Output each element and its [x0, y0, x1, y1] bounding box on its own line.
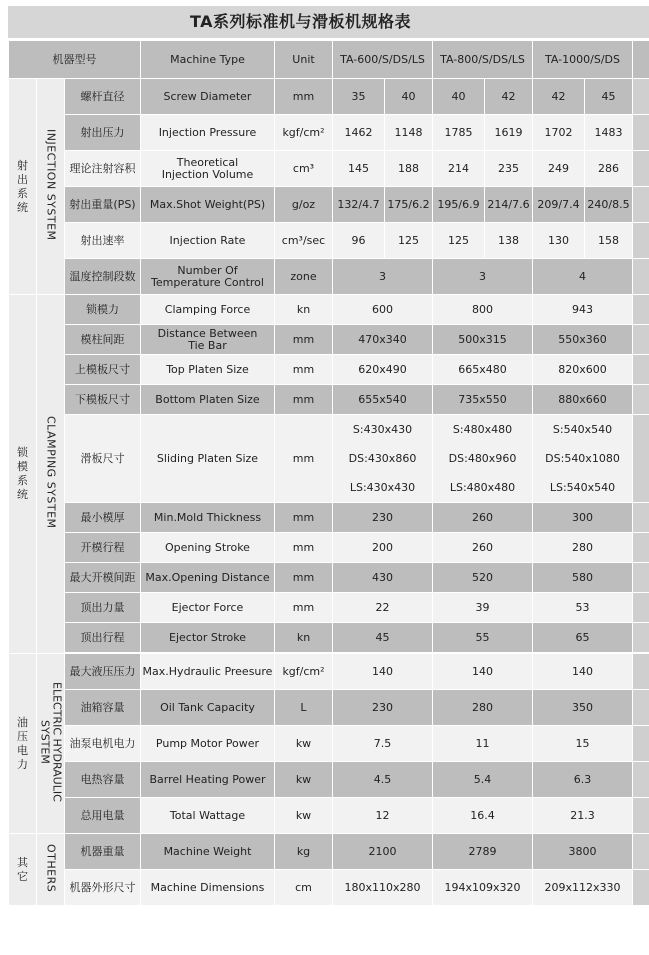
row-label-zh: 模柱间距: [65, 325, 141, 355]
table-edge: [633, 870, 649, 906]
row-label-en: Theoretical Injection Volume: [141, 151, 275, 187]
table-edge: [633, 115, 649, 151]
unit-label: Unit: [275, 41, 333, 79]
row-label-en: Oil Tank Capacity: [141, 690, 275, 726]
cell-value: 214: [433, 151, 485, 187]
group-others-zh: 其它: [9, 834, 37, 906]
row-label-zh: 温度控制段数: [65, 259, 141, 295]
header-row: [9, 41, 649, 79]
cell-value: 209/7.4: [533, 187, 585, 223]
cell-value: 3800: [533, 834, 633, 870]
row-label-zh: 机器外形尺寸: [65, 870, 141, 906]
cell-value: 943: [533, 295, 633, 325]
cell-value: 600: [333, 295, 433, 325]
row-label-zh: 射出压力: [65, 115, 141, 151]
group-injection-en: INJECTION SYSTEM: [37, 79, 65, 295]
row-label-zh: 上模板尺寸: [65, 355, 141, 385]
table-row: [9, 563, 649, 593]
table-row: [9, 187, 649, 223]
cell-value: 230: [333, 690, 433, 726]
cell-value: 194x109x320: [433, 870, 533, 906]
row-unit: mm: [275, 563, 333, 593]
cell-value: 200: [333, 533, 433, 563]
row-label-zh: 射出重量(PS): [65, 187, 141, 223]
table-edge: [633, 690, 649, 726]
cell-value: 188: [385, 151, 433, 187]
row-unit: kg: [275, 834, 333, 870]
row-unit: kw: [275, 726, 333, 762]
cell-value: 65: [533, 623, 633, 653]
row-label-en: Clamping Force: [141, 295, 275, 325]
table-row: [9, 355, 649, 385]
table-row: [9, 623, 649, 653]
table-row: [9, 834, 649, 870]
cell-value: 175/6.2: [385, 187, 433, 223]
cell-value: S:480x480 DS:480x960 LS:480x480: [433, 415, 533, 503]
model-zh-label: 机器型号: [9, 41, 141, 79]
cell-value: 39: [433, 593, 533, 623]
cell-value: 735x550: [433, 385, 533, 415]
table-edge: [633, 654, 649, 690]
table-row: [9, 533, 649, 563]
table-row: [9, 762, 649, 798]
cell-value: 800: [433, 295, 533, 325]
cell-value: 260: [433, 503, 533, 533]
cell-value: 140: [533, 654, 633, 690]
row-label-zh: 顶出力量: [65, 593, 141, 623]
cell-value: 12: [333, 798, 433, 834]
cell-value: 249: [533, 151, 585, 187]
table-edge: [633, 151, 649, 187]
group-clamping-zh: 锁模系统: [9, 295, 37, 654]
cell-value: 580: [533, 563, 633, 593]
table-row: [9, 79, 649, 115]
row-label-en: Distance Between Tie Bar: [141, 325, 275, 355]
row-unit: kw: [275, 762, 333, 798]
cell-value: 7.5: [333, 726, 433, 762]
cell-value: 195/6.9: [433, 187, 485, 223]
cell-value: 2789: [433, 834, 533, 870]
row-label-zh: 油泵电机电力: [65, 726, 141, 762]
row-unit: mm: [275, 593, 333, 623]
cell-value: 235: [485, 151, 533, 187]
cell-value: 42: [533, 79, 585, 115]
cell-value: 820x600: [533, 355, 633, 385]
row-label-zh: 螺杆直径: [65, 79, 141, 115]
cell-value: 620x490: [333, 355, 433, 385]
row-unit: cm: [275, 870, 333, 906]
table-row: [9, 325, 649, 355]
row-unit: mm: [275, 503, 333, 533]
table-row: [9, 295, 649, 325]
table-edge: [633, 385, 649, 415]
model-header: TA-800/S/DS/LS: [433, 41, 533, 79]
table-row: [9, 115, 649, 151]
cell-value: 130: [533, 223, 585, 259]
cell-value: 16.4: [433, 798, 533, 834]
cell-value: 22: [333, 593, 433, 623]
row-label-en: Opening Stroke: [141, 533, 275, 563]
cell-value: 1148: [385, 115, 433, 151]
table-edge: [633, 623, 649, 653]
cell-value: 125: [385, 223, 433, 259]
row-label-en: Number Of Temperature Control: [141, 259, 275, 295]
row-label-zh: 总用电量: [65, 798, 141, 834]
cell-value: 145: [333, 151, 385, 187]
cell-value: 350: [533, 690, 633, 726]
cell-value: 21.3: [533, 798, 633, 834]
row-label-en: Barrel Heating Power: [141, 762, 275, 798]
row-unit: mm: [275, 385, 333, 415]
cell-value: 214/7.6: [485, 187, 533, 223]
cell-value: 500x315: [433, 325, 533, 355]
table-row: [9, 385, 649, 415]
row-label-zh: 最大开模间距: [65, 563, 141, 593]
cell-value: 230: [333, 503, 433, 533]
row-label-en: Injection Pressure: [141, 115, 275, 151]
cell-value: 3: [333, 259, 433, 295]
cell-value: 45: [333, 623, 433, 653]
cell-value: 880x660: [533, 385, 633, 415]
row-unit: kgf/cm²: [275, 654, 333, 690]
cell-value: 520: [433, 563, 533, 593]
cell-value: 42: [485, 79, 533, 115]
group-others-en: OTHERS: [37, 834, 65, 906]
table-row: [9, 151, 649, 187]
page-title: TA系列标准机与滑板机规格表: [8, 6, 649, 38]
table-row: [9, 726, 649, 762]
table-edge: [633, 259, 649, 295]
row-label-en: Total Wattage: [141, 798, 275, 834]
cell-value: 4: [533, 259, 633, 295]
row-unit: mm: [275, 79, 333, 115]
cell-value: 40: [433, 79, 485, 115]
row-unit: L: [275, 690, 333, 726]
cell-value: 140: [433, 654, 533, 690]
table-row: [9, 690, 649, 726]
row-label-zh: 电热容量: [65, 762, 141, 798]
row-unit: cm³: [275, 151, 333, 187]
cell-value: 655x540: [333, 385, 433, 415]
cell-value: 1785: [433, 115, 485, 151]
cell-value: 132/4.7: [333, 187, 385, 223]
cell-value: 35: [333, 79, 385, 115]
row-label-en: Screw Diameter: [141, 79, 275, 115]
row-unit: kw: [275, 798, 333, 834]
cell-value: 470x340: [333, 325, 433, 355]
cell-value: 300: [533, 503, 633, 533]
table-edge: [633, 79, 649, 115]
row-label-en: Pump Motor Power: [141, 726, 275, 762]
table-row: [9, 654, 649, 690]
row-label-zh: 滑板尺寸: [65, 415, 141, 503]
cell-value: 140: [333, 654, 433, 690]
table-edge: [633, 295, 649, 325]
cell-value: S:430x430 DS:430x860 LS:430x430: [333, 415, 433, 503]
row-label-en: Sliding Platen Size: [141, 415, 275, 503]
table-row: [9, 259, 649, 295]
row-label-zh: 最小模厚: [65, 503, 141, 533]
row-label-en: Min.Mold Thickness: [141, 503, 275, 533]
table-row: [9, 223, 649, 259]
cell-value: 1702: [533, 115, 585, 151]
cell-value: 138: [485, 223, 533, 259]
cell-value: 1462: [333, 115, 385, 151]
row-unit: g/oz: [275, 187, 333, 223]
table-edge: [633, 325, 649, 355]
cell-value: 286: [585, 151, 633, 187]
cell-value: 430: [333, 563, 433, 593]
cell-value: 158: [585, 223, 633, 259]
row-label-zh: 下模板尺寸: [65, 385, 141, 415]
cell-value: 11: [433, 726, 533, 762]
row-label-en: Bottom Platen Size: [141, 385, 275, 415]
table-edge: [633, 355, 649, 385]
row-label-zh: 开模行程: [65, 533, 141, 563]
group-hydraulic-en: ELECTRIC HYDRAULIC SYSTEM: [37, 654, 65, 834]
row-label-zh: 顶出行程: [65, 623, 141, 653]
table-row: [9, 415, 649, 503]
group-hydraulic-zh: 油压电力: [9, 654, 37, 834]
cell-value: 1483: [585, 115, 633, 151]
row-label-zh: 最大液压压力: [65, 654, 141, 690]
cell-value: 209x112x330: [533, 870, 633, 906]
table-edge: [633, 41, 649, 79]
row-label-en: Max.Opening Distance: [141, 563, 275, 593]
group-injection-zh: 射出系统: [9, 79, 37, 295]
row-unit: mm: [275, 533, 333, 563]
row-label-en: Machine Dimensions: [141, 870, 275, 906]
cell-value: 55: [433, 623, 533, 653]
table-edge: [633, 798, 649, 834]
cell-value: 45: [585, 79, 633, 115]
table-edge: [633, 503, 649, 533]
row-label-en: Injection Rate: [141, 223, 275, 259]
cell-value: 125: [433, 223, 485, 259]
cell-value: 4.5: [333, 762, 433, 798]
cell-value: 240/8.5: [585, 187, 633, 223]
cell-value: 280: [433, 690, 533, 726]
cell-value: 2100: [333, 834, 433, 870]
table-edge: [633, 593, 649, 623]
row-unit: mm: [275, 325, 333, 355]
cell-value: 280: [533, 533, 633, 563]
cell-value: 40: [385, 79, 433, 115]
table-edge: [633, 834, 649, 870]
model-header: TA-1000/S/DS: [533, 41, 633, 79]
cell-value: 260: [433, 533, 533, 563]
spec-table: [8, 40, 649, 906]
row-label-zh: 锁模力: [65, 295, 141, 325]
row-unit: cm³/sec: [275, 223, 333, 259]
cell-value: 6.3: [533, 762, 633, 798]
row-unit: mm: [275, 355, 333, 385]
row-unit: zone: [275, 259, 333, 295]
row-label-en: Ejector Stroke: [141, 623, 275, 653]
cell-value: 3: [433, 259, 533, 295]
row-label-zh: 射出速率: [65, 223, 141, 259]
row-label-en: Machine Weight: [141, 834, 275, 870]
row-label-zh: 油箱容量: [65, 690, 141, 726]
row-label-zh: 机器重量: [65, 834, 141, 870]
table-row: [9, 870, 649, 906]
model-header: TA-600/S/DS/LS: [333, 41, 433, 79]
cell-value: S:540x540 DS:540x1080 LS:540x540: [533, 415, 633, 503]
table-edge: [633, 187, 649, 223]
cell-value: 5.4: [433, 762, 533, 798]
cell-value: 180x110x280: [333, 870, 433, 906]
row-label-zh: 理论注射容积: [65, 151, 141, 187]
row-label-en: Top Platen Size: [141, 355, 275, 385]
table-row: [9, 503, 649, 533]
table-edge: [633, 563, 649, 593]
row-label-en: Max.Hydraulic Preesure: [141, 654, 275, 690]
row-label-en: Ejector Force: [141, 593, 275, 623]
group-clamping-en: CLAMPING SYSTEM: [37, 295, 65, 654]
table-edge: [633, 726, 649, 762]
cell-value: 96: [333, 223, 385, 259]
model-en-label: Machine Type: [141, 41, 275, 79]
cell-value: 665x480: [433, 355, 533, 385]
table-edge: [633, 762, 649, 798]
cell-value: 53: [533, 593, 633, 623]
table-edge: [633, 415, 649, 503]
table-row: [9, 798, 649, 834]
cell-value: 1619: [485, 115, 533, 151]
row-unit: kn: [275, 295, 333, 325]
row-label-en: Max.Shot Weight(PS): [141, 187, 275, 223]
row-unit: kn: [275, 623, 333, 653]
table-edge: [633, 223, 649, 259]
table-row: [9, 593, 649, 623]
row-unit: kgf/cm²: [275, 115, 333, 151]
cell-value: 15: [533, 726, 633, 762]
table-edge: [633, 533, 649, 563]
row-unit: mm: [275, 415, 333, 503]
cell-value: 550x360: [533, 325, 633, 355]
